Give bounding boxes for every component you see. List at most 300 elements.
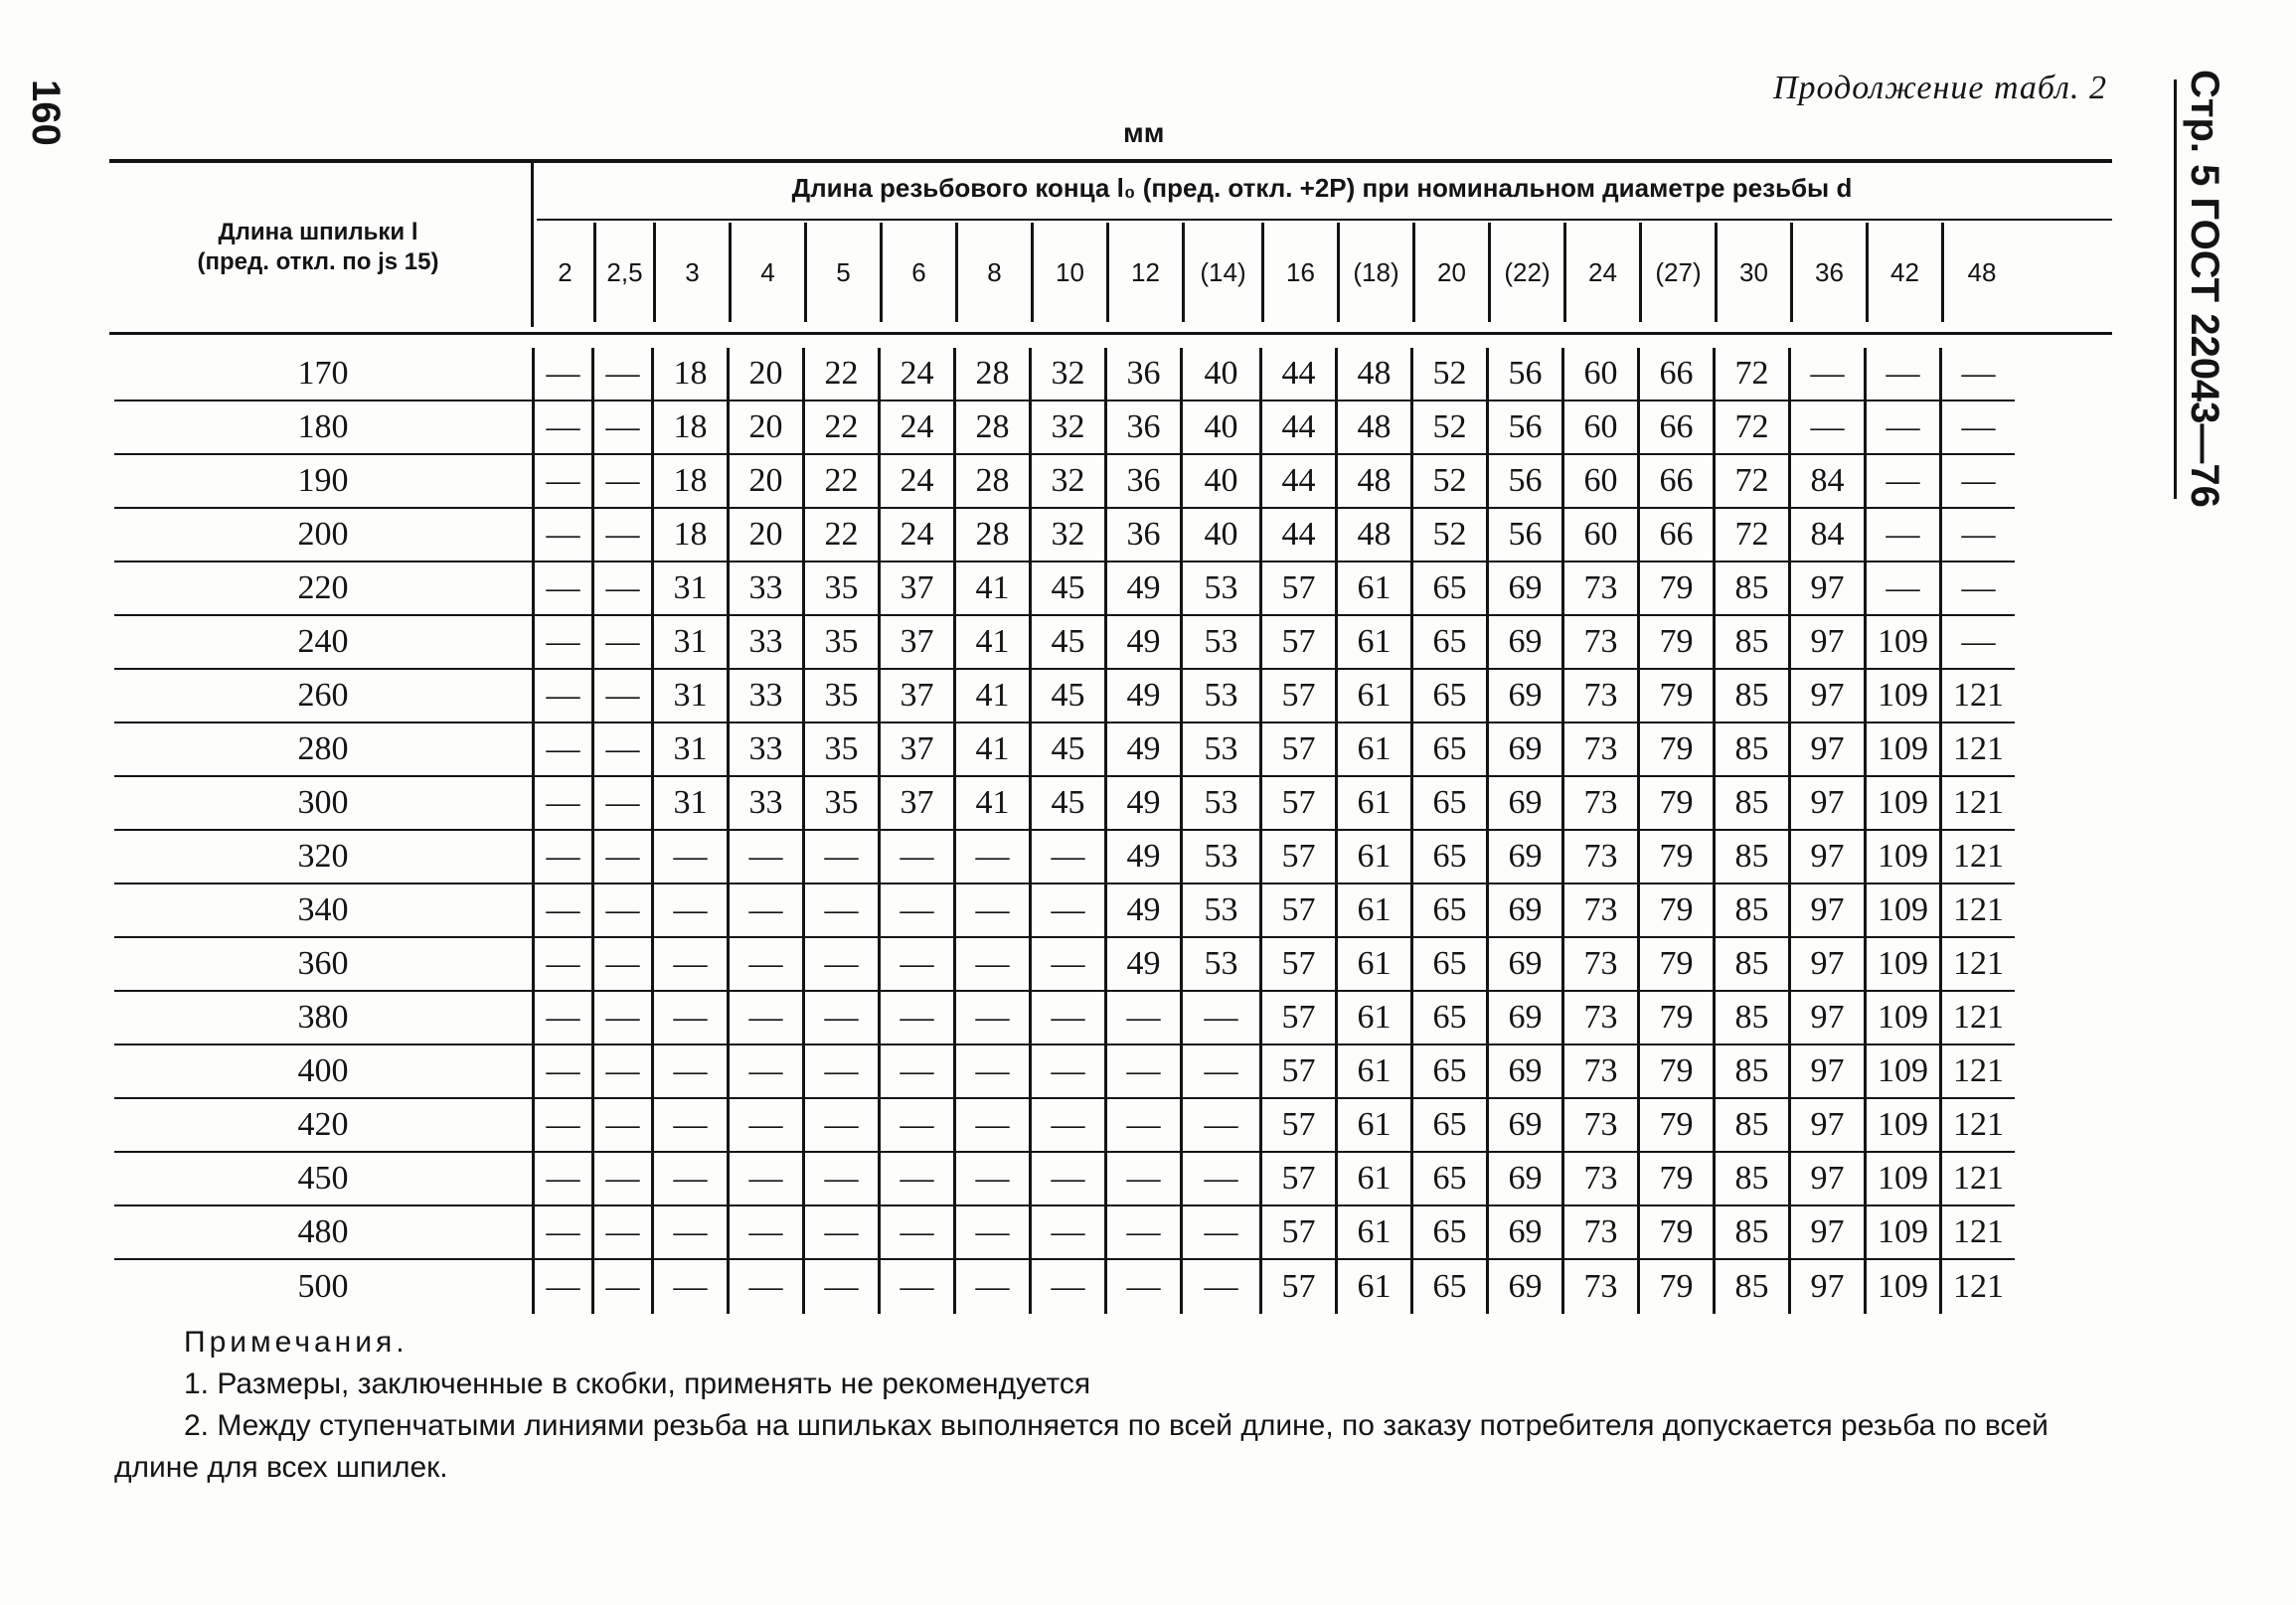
- thread-length-cell: —: [1104, 1260, 1180, 1314]
- thread-length-cell: 69: [1486, 1045, 1561, 1099]
- header-mid-rule: [537, 219, 2112, 221]
- thread-length-cell: 85: [1713, 831, 1788, 884]
- thread-length-cell: 32: [1029, 455, 1104, 509]
- thread-length-cell: —: [1939, 562, 2015, 616]
- thread-length-cell: 49: [1104, 938, 1180, 992]
- thread-length-cell: —: [1864, 509, 1939, 562]
- thread-length-cell: 31: [651, 723, 727, 777]
- thread-length-cell: 35: [802, 777, 878, 831]
- thread-length-cell: 69: [1486, 938, 1561, 992]
- thread-length-cell: 97: [1788, 723, 1864, 777]
- thread-length-cell: 69: [1486, 1206, 1561, 1260]
- thread-length-cell: —: [532, 884, 591, 938]
- thread-length-cell: 65: [1410, 992, 1486, 1045]
- thread-length-cell: 79: [1637, 616, 1713, 670]
- thread-length-cell: 37: [878, 723, 953, 777]
- thread-length-cell: 65: [1410, 777, 1486, 831]
- thread-length-cell: 57: [1259, 884, 1335, 938]
- thread-length-cell: —: [878, 1153, 953, 1206]
- length-cell: 480: [114, 1206, 532, 1260]
- thread-length-cell: 33: [727, 616, 802, 670]
- thread-length-cell: 121: [1939, 1099, 2015, 1153]
- thread-length-cell: —: [953, 1045, 1029, 1099]
- thread-length-cell: 41: [953, 562, 1029, 616]
- thread-length-cell: 69: [1486, 670, 1561, 723]
- thread-length-cell: —: [532, 723, 591, 777]
- thread-length-cell: 28: [953, 401, 1029, 455]
- thread-length-cell: 73: [1561, 1045, 1637, 1099]
- thread-length-cell: —: [651, 992, 727, 1045]
- thread-length-cell: 97: [1788, 670, 1864, 723]
- thread-length-cell: 36: [1104, 509, 1180, 562]
- thread-length-cell: —: [532, 1206, 591, 1260]
- length-cell: 340: [114, 884, 532, 938]
- thread-length-cell: 85: [1713, 616, 1788, 670]
- thread-length-cell: 65: [1410, 1153, 1486, 1206]
- thread-length-cell: 85: [1713, 777, 1788, 831]
- thread-length-cell: 85: [1713, 1099, 1788, 1153]
- table-row: [114, 509, 2117, 562]
- thread-length-cell: —: [878, 1099, 953, 1153]
- diameter-header-cell: 30: [1718, 223, 1793, 322]
- thread-length-cell: 53: [1180, 884, 1259, 938]
- thread-length-cell: 18: [651, 401, 727, 455]
- thread-length-cell: —: [591, 562, 651, 616]
- thread-length-cell: —: [802, 884, 878, 938]
- thread-length-cell: —: [1029, 1206, 1104, 1260]
- thread-length-cell: —: [1864, 455, 1939, 509]
- length-cell: 360: [114, 938, 532, 992]
- thread-length-cell: 37: [878, 562, 953, 616]
- thread-length-cell: 66: [1637, 455, 1713, 509]
- thread-length-cell: —: [878, 1260, 953, 1314]
- diameter-header-cell: 12: [1109, 223, 1185, 322]
- thread-length-cell: 24: [878, 509, 953, 562]
- thread-length-cell: —: [591, 616, 651, 670]
- thread-length-cell: 65: [1410, 1045, 1486, 1099]
- thread-length-cell: 65: [1410, 831, 1486, 884]
- thread-length-cell: 65: [1410, 1099, 1486, 1153]
- thread-length-cell: 69: [1486, 884, 1561, 938]
- thread-length-cell: 28: [953, 455, 1029, 509]
- thread-length-cell: —: [727, 1153, 802, 1206]
- thread-length-cell: 97: [1788, 562, 1864, 616]
- thread-length-cell: 97: [1788, 777, 1864, 831]
- thread-length-cell: —: [953, 992, 1029, 1045]
- thread-length-cell: 53: [1180, 670, 1259, 723]
- diameter-header-row: [537, 223, 2112, 322]
- thread-length-cell: 44: [1259, 348, 1335, 401]
- thread-length-cell: —: [1939, 348, 2015, 401]
- length-header-line2: (пред. откл. по js 15): [197, 248, 439, 275]
- thread-length-cell: 73: [1561, 670, 1637, 723]
- thread-length-cell: 22: [802, 455, 878, 509]
- thread-length-cell: 73: [1561, 723, 1637, 777]
- length-column-header: [109, 163, 527, 332]
- thread-length-cell: 37: [878, 616, 953, 670]
- thread-length-cell: 79: [1637, 1153, 1713, 1206]
- table-row: [114, 1260, 2117, 1314]
- thread-length-cell: —: [1939, 616, 2015, 670]
- note-1: 1. Размеры, заключенные в скобки, применять не рекомендуется: [184, 1367, 1091, 1400]
- diameter-header-cell: 24: [1566, 223, 1642, 322]
- thread-length-cell: 65: [1410, 562, 1486, 616]
- length-cell: 500: [297, 1268, 349, 1305]
- thread-length-cell: 56: [1486, 401, 1561, 455]
- thread-length-cell: —: [727, 831, 802, 884]
- length-cell: 300: [114, 777, 532, 831]
- table-row: [114, 938, 2117, 992]
- thread-length-cell: 40: [1180, 455, 1259, 509]
- table-row: [114, 1099, 2117, 1153]
- thread-length-cell: —: [1029, 1045, 1104, 1099]
- table-row: [114, 723, 2117, 777]
- thread-length-cell: 45: [1029, 562, 1104, 616]
- thread-length-cell: 49: [1104, 777, 1180, 831]
- thread-length-cell: 22: [802, 509, 878, 562]
- thread-length-cell: —: [591, 723, 651, 777]
- thread-length-cell: 57: [1259, 1206, 1335, 1260]
- thread-length-cell: —: [591, 992, 651, 1045]
- thread-length-cell: —: [802, 831, 878, 884]
- thread-length-cell: —: [591, 1206, 651, 1260]
- thread-length-cell: 57: [1259, 670, 1335, 723]
- thread-length-cell: 49: [1104, 884, 1180, 938]
- thread-length-cell: —: [591, 1260, 651, 1314]
- table-header: [109, 163, 2112, 334]
- thread-length-cell: 97: [1788, 616, 1864, 670]
- thread-length-cell: 57: [1259, 777, 1335, 831]
- thread-length-cell: —: [1864, 401, 1939, 455]
- thread-length-cell: 32: [1029, 348, 1104, 401]
- thread-length-cell: 20: [727, 348, 802, 401]
- thread-length-cell: 69: [1486, 777, 1561, 831]
- thread-length-cell: 85: [1713, 670, 1788, 723]
- table-row: [114, 1153, 2117, 1206]
- thread-length-cell: 48: [1335, 401, 1410, 455]
- thread-length-cell: —: [1939, 401, 2015, 455]
- thread-length-cell: —: [532, 670, 591, 723]
- table-continuation-caption: Продолжение табл. 2: [1772, 70, 2107, 106]
- thread-length-cell: 73: [1561, 562, 1637, 616]
- thread-length-cell: 85: [1713, 723, 1788, 777]
- thread-length-cell: 69: [1486, 831, 1561, 884]
- thread-length-cell: 24: [878, 348, 953, 401]
- thread-length-cell: 31: [651, 562, 727, 616]
- thread-length-cell: —: [1029, 884, 1104, 938]
- length-cell: 420: [114, 1099, 532, 1153]
- note-2: 2. Между ступенчатыми линиями резьба на шпильках выполняется по всей длине, по заказу потребителя допускается резьба по всей длине для всех шпилек.: [114, 1409, 2049, 1484]
- thread-length-cell: 57: [1259, 723, 1335, 777]
- thread-length-cell: 52: [1410, 455, 1486, 509]
- thread-length-cell: 79: [1637, 723, 1713, 777]
- thread-length-cell: 72: [1713, 401, 1788, 455]
- side-reference: Стр. 5 ГОСТ 22043—76: [2183, 70, 2226, 508]
- thread-length-cell: 33: [727, 562, 802, 616]
- thread-length-cell: 57: [1259, 831, 1335, 884]
- thread-length-cell: 121: [1939, 884, 2015, 938]
- thread-length-cell: —: [727, 1099, 802, 1153]
- thread-length-cell: —: [591, 1099, 651, 1153]
- thread-length-cell: —: [953, 1153, 1029, 1206]
- thread-length-cell: —: [1104, 992, 1180, 1045]
- thread-length-cell: 72: [1713, 509, 1788, 562]
- thread-length-cell: 85: [1713, 1206, 1788, 1260]
- thread-length-cell: 97: [1788, 938, 1864, 992]
- thread-length-cell: 60: [1561, 509, 1637, 562]
- thread-length-cell: 69: [1486, 1260, 1561, 1314]
- length-cell: 170: [114, 348, 532, 401]
- thread-length-cell: —: [1029, 1099, 1104, 1153]
- thread-length-cell: 65: [1410, 1206, 1486, 1260]
- thread-length-cell: —: [953, 831, 1029, 884]
- thread-length-cell: —: [591, 884, 651, 938]
- thread-length-cell: —: [802, 1045, 878, 1099]
- thread-length-cell: —: [1104, 1206, 1180, 1260]
- thread-length-cell: 97: [1788, 1099, 1864, 1153]
- thread-length-cell: 109: [1864, 1153, 1939, 1206]
- thread-length-cell: 66: [1637, 401, 1713, 455]
- thread-length-cell: —: [802, 1206, 878, 1260]
- thread-length-cell: 79: [1637, 777, 1713, 831]
- thread-length-cell: —: [802, 938, 878, 992]
- thread-length-cell: —: [651, 1045, 727, 1099]
- thread-length-cell: —: [1104, 1099, 1180, 1153]
- thread-length-cell: —: [532, 831, 591, 884]
- thread-length-cell: 69: [1486, 723, 1561, 777]
- thread-length-cell: 37: [878, 777, 953, 831]
- thread-length-cell: —: [727, 884, 802, 938]
- thread-length-cell: —: [953, 1260, 1029, 1314]
- table-row: [114, 992, 2117, 1045]
- thread-length-cell: 65: [1410, 938, 1486, 992]
- thread-length-cell: 109: [1864, 777, 1939, 831]
- thread-length-cell: 37: [878, 670, 953, 723]
- thread-length-cell: —: [1029, 1153, 1104, 1206]
- diameter-header-cell: 2,5: [596, 223, 656, 322]
- thread-length-cell: —: [651, 884, 727, 938]
- thread-length-cell: 85: [1713, 992, 1788, 1045]
- thread-length-cell: —: [532, 616, 591, 670]
- side-rule: [2174, 80, 2177, 499]
- thread-length-cell: 85: [1713, 884, 1788, 938]
- thread-length-cell: —: [953, 938, 1029, 992]
- thread-length-cell: —: [878, 1045, 953, 1099]
- thread-length-cell: —: [1029, 938, 1104, 992]
- thread-length-cell: 72: [1713, 455, 1788, 509]
- thread-length-cell: —: [591, 1153, 651, 1206]
- thread-length-cell: 18: [651, 455, 727, 509]
- diameter-header-cell: 3: [656, 223, 732, 322]
- thread-length-cell: —: [651, 1206, 727, 1260]
- thread-length-cell: 72: [1713, 348, 1788, 401]
- thread-length-cell: 31: [651, 777, 727, 831]
- thread-length-cell: 121: [1939, 777, 2015, 831]
- thread-length-cell: 53: [1180, 777, 1259, 831]
- thread-length-cell: 84: [1788, 455, 1864, 509]
- thread-length-cell: 31: [651, 670, 727, 723]
- thread-length-cell: —: [802, 1153, 878, 1206]
- thread-length-cell: 65: [1410, 884, 1486, 938]
- thread-length-cell: 36: [1104, 455, 1180, 509]
- thread-length-cell: 61: [1335, 1099, 1410, 1153]
- thread-length-cell: 79: [1637, 1045, 1713, 1099]
- thread-length-cell: 24: [878, 455, 953, 509]
- thread-length-cell: 22: [802, 348, 878, 401]
- thread-length-cell: 60: [1561, 455, 1637, 509]
- diameter-header-cell: 10: [1034, 223, 1109, 322]
- thread-length-cell: —: [953, 1099, 1029, 1153]
- thread-length-cell: —: [532, 1045, 591, 1099]
- diameter-header-cell: 20: [1415, 223, 1491, 322]
- thread-length-cell: 121: [1939, 938, 2015, 992]
- thread-length-cell: 85: [1713, 562, 1788, 616]
- thread-length-cell: —: [1029, 992, 1104, 1045]
- thread-length-cell: —: [1939, 455, 2015, 509]
- thread-length-cell: 79: [1637, 938, 1713, 992]
- thread-length-cell: —: [953, 1206, 1029, 1260]
- thread-length-cell: 49: [1104, 831, 1180, 884]
- thread-length-cell: 57: [1259, 562, 1335, 616]
- thread-length-cell: 79: [1637, 992, 1713, 1045]
- thread-length-cell: 20: [727, 455, 802, 509]
- thread-length-cell: 49: [1104, 562, 1180, 616]
- thread-length-cell: —: [1104, 1045, 1180, 1099]
- thread-length-cell: 79: [1637, 1206, 1713, 1260]
- thread-length-cell: 57: [1259, 1045, 1335, 1099]
- thread-length-cell: 73: [1561, 1099, 1637, 1153]
- thread-length-cell: —: [1864, 562, 1939, 616]
- table-row: [114, 777, 2117, 831]
- diameter-header-cell: 16: [1264, 223, 1340, 322]
- thread-length-cell: 69: [1486, 1153, 1561, 1206]
- thread-length-cell: 28: [953, 348, 1029, 401]
- thread-length-cell: —: [1180, 1260, 1259, 1314]
- thread-length-cell: 121: [1939, 831, 2015, 884]
- diameter-header-cell: 2: [537, 223, 596, 322]
- length-cell: 400: [114, 1045, 532, 1099]
- thread-length-cell: 48: [1335, 348, 1410, 401]
- thread-length-cell: —: [1029, 1260, 1104, 1314]
- thread-length-cell: —: [878, 831, 953, 884]
- thread-length-cell: 44: [1259, 455, 1335, 509]
- thread-length-cell: —: [532, 348, 591, 401]
- thread-length-cell: —: [1180, 1206, 1259, 1260]
- length-cell: 260: [114, 670, 532, 723]
- length-header-line1: Длина шпильки l: [218, 219, 418, 245]
- thread-length-cell: 49: [1104, 723, 1180, 777]
- table-row: [114, 348, 2117, 401]
- thread-length-cell: —: [1939, 509, 2015, 562]
- thread-length-cell: 61: [1335, 616, 1410, 670]
- thread-length-cell: 57: [1259, 616, 1335, 670]
- thread-length-cell: 53: [1180, 938, 1259, 992]
- table-row: [114, 1045, 2117, 1099]
- thread-length-cell: —: [1788, 348, 1864, 401]
- thread-length-cell: —: [591, 1045, 651, 1099]
- thread-length-cell: —: [591, 509, 651, 562]
- thread-length-cell: 109: [1864, 1206, 1939, 1260]
- thread-length-cell: 48: [1335, 509, 1410, 562]
- thread-length-cell: 79: [1637, 831, 1713, 884]
- thread-length-cell: 57: [1259, 1260, 1335, 1314]
- thread-length-cell: 41: [953, 723, 1029, 777]
- thread-length-cell: —: [953, 884, 1029, 938]
- thread-length-cell: —: [591, 455, 651, 509]
- thread-length-cell: 73: [1561, 1260, 1637, 1314]
- thread-length-cell: —: [878, 1206, 953, 1260]
- table-row: [114, 562, 2117, 616]
- thread-length-cell: 109: [1864, 831, 1939, 884]
- thread-length-cell: 56: [1486, 455, 1561, 509]
- table-row: [114, 616, 2117, 670]
- thread-length-cell: 33: [727, 670, 802, 723]
- thread-length-cell: 73: [1561, 831, 1637, 884]
- thread-length-cell: 40: [1180, 348, 1259, 401]
- thread-length-cell: 61: [1335, 777, 1410, 831]
- thread-length-cell: —: [651, 831, 727, 884]
- thread-length-cell: 97: [1788, 1260, 1864, 1314]
- thread-length-cell: 61: [1335, 1206, 1410, 1260]
- thread-length-cell: 65: [1410, 670, 1486, 723]
- thread-length-cell: 97: [1788, 884, 1864, 938]
- thread-length-cell: 45: [1029, 723, 1104, 777]
- thread-length-cell: 53: [1180, 723, 1259, 777]
- thread-length-cell: 85: [1713, 938, 1788, 992]
- thread-length-cell: 69: [1486, 562, 1561, 616]
- thread-length-cell: 24: [878, 401, 953, 455]
- thread-length-cell: 69: [1486, 1099, 1561, 1153]
- thread-length-cell: 121: [1939, 670, 2015, 723]
- thread-length-cell: —: [651, 1260, 727, 1314]
- thread-length-cell: 61: [1335, 723, 1410, 777]
- diameter-header-cell: (27): [1642, 223, 1718, 322]
- diameter-header-cell: 4: [732, 223, 807, 322]
- thread-length-cell: 121: [1939, 1206, 2015, 1260]
- thread-length-cell: 65: [1410, 1260, 1486, 1314]
- table-body: [114, 348, 2117, 1314]
- thread-length-cell: 35: [802, 562, 878, 616]
- thread-length-cell: 109: [1864, 884, 1939, 938]
- thread-length-cell: 66: [1637, 348, 1713, 401]
- thread-length-cell: 35: [802, 723, 878, 777]
- thread-length-cell: —: [878, 884, 953, 938]
- thread-length-cell: 109: [1864, 723, 1939, 777]
- diameter-header-cell: 48: [1967, 256, 1997, 287]
- thread-length-cell: 20: [727, 401, 802, 455]
- thread-length-cell: —: [591, 670, 651, 723]
- thread-length-cell: 52: [1410, 509, 1486, 562]
- thread-length-cell: 121: [1939, 1045, 2015, 1099]
- thread-length-cell: 56: [1486, 348, 1561, 401]
- table-row: [114, 884, 2117, 938]
- thread-length-cell: 109: [1864, 992, 1939, 1045]
- thread-length-cell: 48: [1335, 455, 1410, 509]
- thread-length-cell: —: [1180, 1153, 1259, 1206]
- thread-length-cell: 61: [1335, 562, 1410, 616]
- thread-length-cell: 73: [1561, 1153, 1637, 1206]
- thread-length-cell: 109: [1864, 1099, 1939, 1153]
- thread-length-cell: 52: [1410, 348, 1486, 401]
- thread-length-cell: 57: [1259, 1099, 1335, 1153]
- thread-length-cell: 53: [1180, 562, 1259, 616]
- thread-length-cell: —: [532, 938, 591, 992]
- diameter-header-cell: (18): [1340, 223, 1415, 322]
- table-row: [114, 831, 2117, 884]
- thread-length-cell: —: [727, 938, 802, 992]
- thread-length-cell: 121: [1939, 1153, 2015, 1206]
- thread-length-cell: 61: [1335, 831, 1410, 884]
